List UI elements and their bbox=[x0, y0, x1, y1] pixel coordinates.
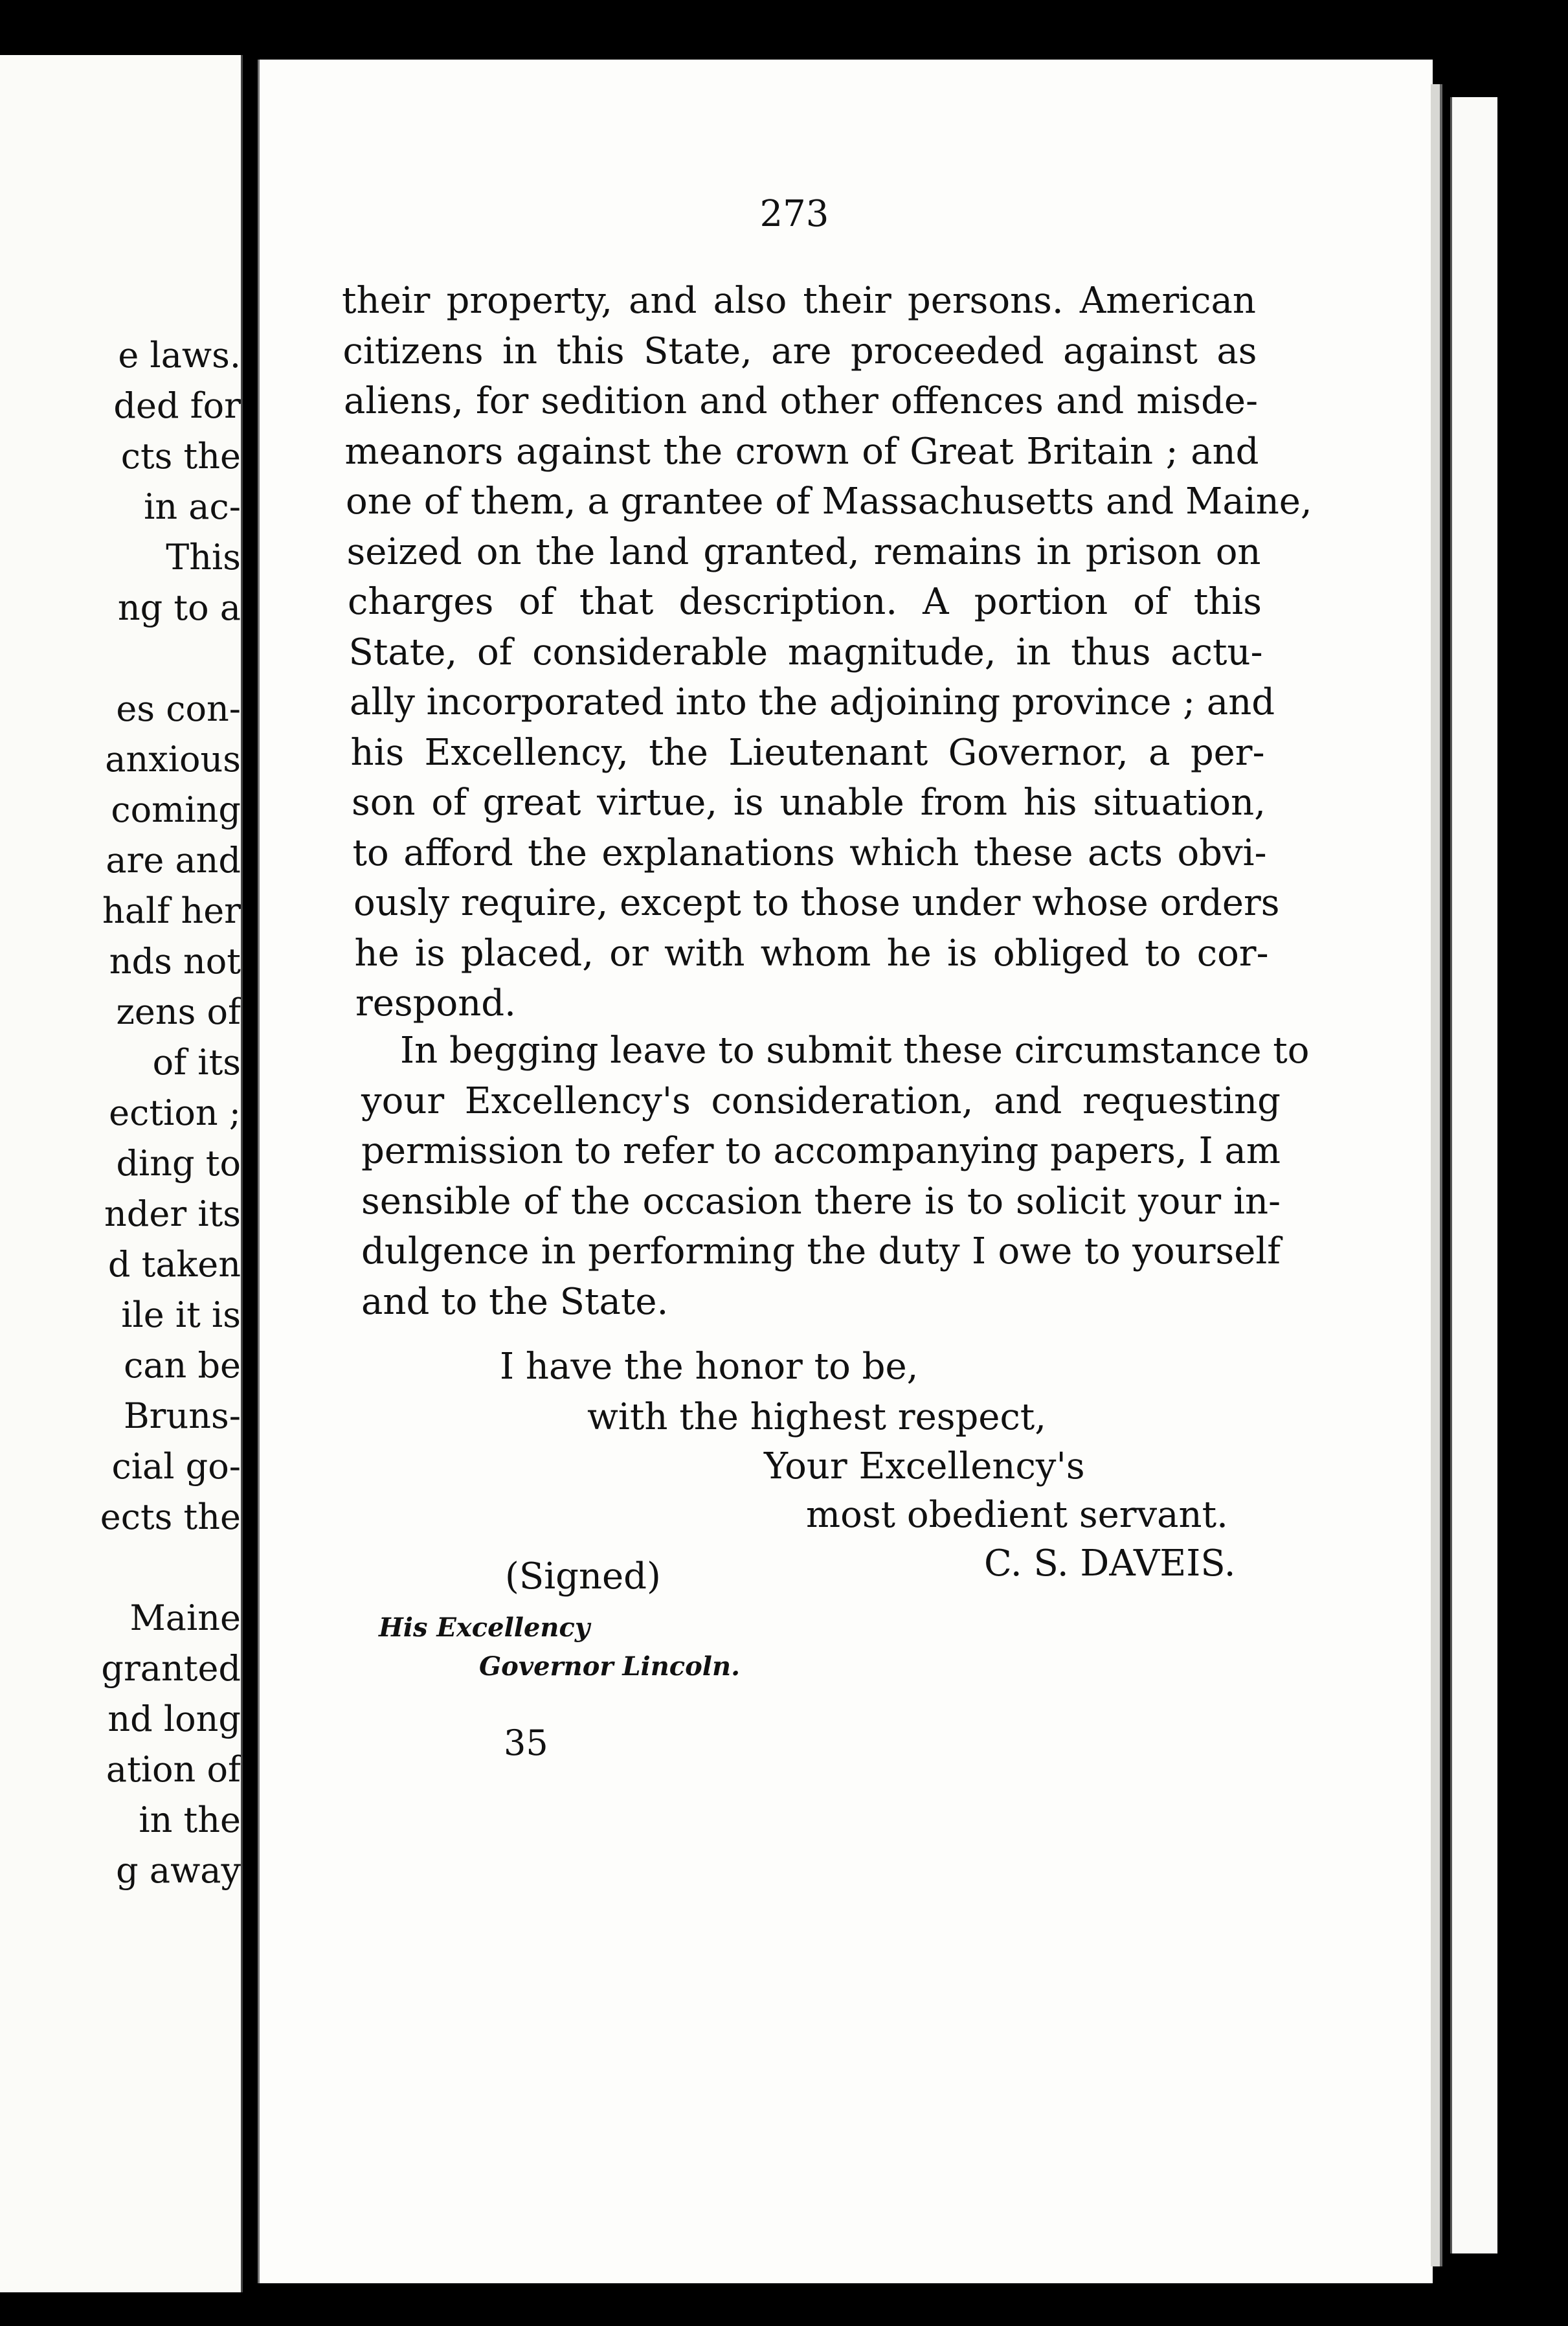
closing-line-4: most obedient servant. bbox=[806, 1494, 1228, 1536]
left-page-line: g away bbox=[116, 1850, 241, 1891]
paragraph1-line: to afford the explanations which these acts obvi- bbox=[352, 831, 1267, 874]
left-page-line: ects the bbox=[100, 1496, 241, 1537]
left-page-line: es con- bbox=[116, 688, 241, 729]
left-page-line: nder its bbox=[104, 1193, 241, 1234]
left-page bbox=[0, 55, 243, 2292]
page-edge-outer bbox=[1450, 97, 1497, 2253]
left-page-line: ation of bbox=[106, 1749, 241, 1790]
left-page-line: in ac- bbox=[144, 486, 241, 527]
closing-line-1: I have the honor to be, bbox=[500, 1346, 919, 1388]
left-page-line: ile it is bbox=[121, 1294, 241, 1335]
paragraph1-line: citizens in this State, are proceeded against as bbox=[342, 330, 1257, 372]
signature: C. S. DAVEIS. bbox=[984, 1542, 1236, 1585]
left-page-line: coming bbox=[111, 789, 241, 830]
closing-line-3: Your Excellency's bbox=[764, 1445, 1085, 1487]
paragraph2-line: your Excellency's consideration, and requesting bbox=[361, 1079, 1281, 1122]
signed-label: (Signed) bbox=[505, 1555, 661, 1598]
paragraph1-line: ously require, except to those under whose orders bbox=[353, 882, 1280, 924]
page-number: 273 bbox=[759, 193, 829, 235]
addressee-line-2: Governor Lincoln. bbox=[479, 1651, 741, 1682]
paragraph2-line: sensible of the occasion there is to solicit your in- bbox=[361, 1180, 1281, 1223]
left-page-line: half her bbox=[102, 890, 241, 931]
signature-mark: 35 bbox=[504, 1722, 548, 1763]
paragraph1-line: seized on the land granted, remains in prison on bbox=[346, 530, 1261, 573]
left-page-line: ection ; bbox=[109, 1092, 241, 1133]
paragraph1-line: State, of considerable magnitude, in thus actu- bbox=[348, 631, 1263, 673]
left-page-line: can be bbox=[124, 1345, 241, 1386]
paragraph1-line: one of them, a grantee of Massachusetts and Maine, bbox=[346, 480, 1312, 523]
left-page-line: anxious bbox=[105, 739, 241, 780]
left-page-line: granted bbox=[101, 1648, 241, 1689]
left-page-line: ding to bbox=[116, 1143, 241, 1184]
left-page-line: of its bbox=[152, 1042, 241, 1083]
left-page-line: nd long bbox=[107, 1699, 241, 1739]
left-page-line: cts the bbox=[120, 436, 241, 477]
paragraph1-line: he is placed, or with whom he is obliged to cor- bbox=[354, 932, 1269, 975]
paragraph1-line: ally incorporated into the adjoining province ; and bbox=[350, 681, 1275, 723]
paragraph1-line: meanors against the crown of Great Britain ; and bbox=[344, 430, 1259, 473]
page-edge bbox=[1431, 84, 1442, 2266]
paragraph2-line: permission to refer to accompanying papers, I am bbox=[361, 1130, 1281, 1172]
paragraph2-line: In begging leave to submit these circumstance to bbox=[400, 1030, 1310, 1072]
left-page-line: Maine bbox=[129, 1598, 241, 1638]
left-page-line: in the bbox=[139, 1800, 241, 1840]
paragraph1-line: son of great virtue, is unable from his situation, bbox=[352, 782, 1266, 824]
paragraph1-line: aliens, for sedition and other offences and misde- bbox=[344, 380, 1258, 422]
paragraph1-line: charges of that description. A portion of this bbox=[348, 581, 1262, 623]
paragraph1-line: their property, and also their persons. American bbox=[342, 280, 1256, 322]
left-page-line: are and bbox=[106, 840, 241, 881]
left-page-line: Bruns- bbox=[123, 1395, 241, 1436]
left-page-line: d taken bbox=[107, 1244, 241, 1285]
left-page-line: This bbox=[166, 537, 241, 578]
left-page-line: zens of bbox=[116, 991, 241, 1032]
left-page-line: cial go- bbox=[111, 1446, 241, 1487]
left-page-line: ded for bbox=[113, 385, 241, 426]
paragraph2-line: and to the State. bbox=[361, 1280, 669, 1323]
left-page-line: e laws. bbox=[118, 335, 241, 376]
paragraph1-line: his Excellency, the Lieutenant Governor, a per- bbox=[350, 731, 1265, 774]
paragraph2-line: dulgence in performing the duty I owe to yourself bbox=[361, 1230, 1281, 1272]
left-page-line: ng to a bbox=[117, 587, 241, 628]
paragraph1-line: respond. bbox=[355, 982, 516, 1024]
closing-line-2: with the highest respect, bbox=[587, 1396, 1047, 1438]
addressee-line-1: His Excellency bbox=[379, 1612, 590, 1643]
left-page-line: nds not bbox=[109, 941, 241, 982]
